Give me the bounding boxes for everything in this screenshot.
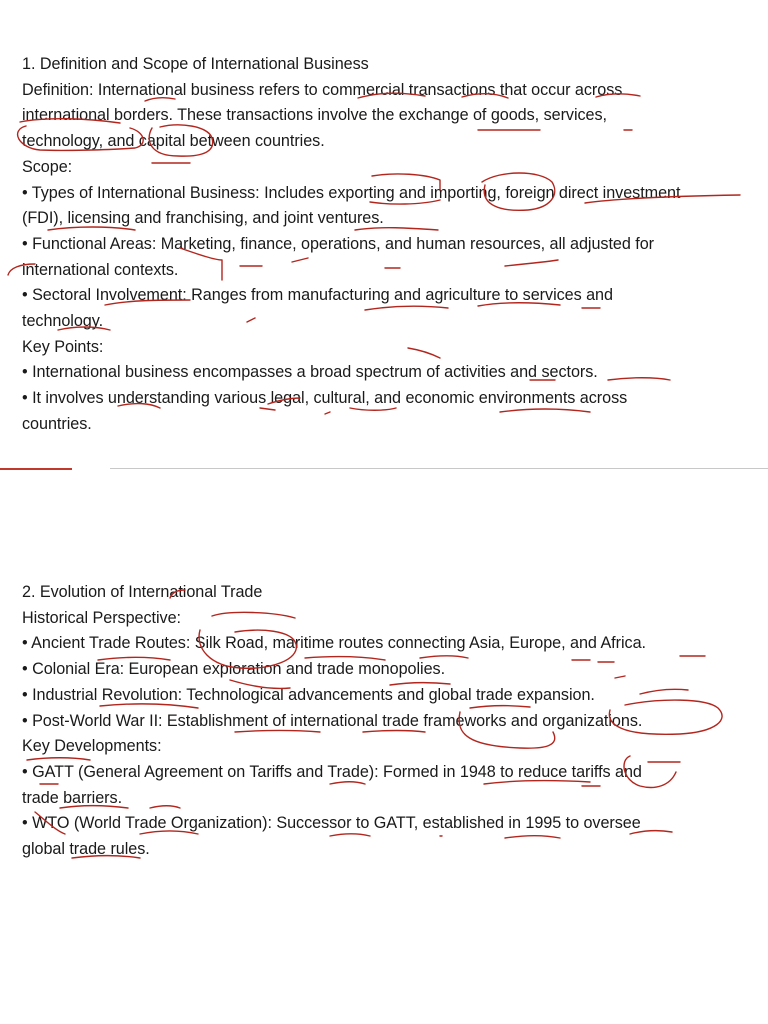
subheading: Historical Perspective:: [22, 608, 181, 627]
subheading: Key Developments:: [22, 737, 162, 756]
bullet-line: • Sectoral Involvement: Ranges from manufacturing and agriculture to services and: [22, 286, 613, 305]
text-line: international borders. These transactions involve the exchange of goods, services,: [22, 106, 607, 125]
text-line: Definition: International business refers to commercial transactions that occur across: [22, 80, 623, 99]
bullet-line: • Post-World War II: Establishment of international trade frameworks and organizations.: [22, 711, 643, 730]
text-line: technology.: [22, 312, 104, 331]
section-evolution-trade: [22, 580, 768, 863]
text-line: global trade rules.: [22, 840, 150, 859]
section-heading: 2. Evolution of International Trade: [22, 583, 263, 601]
text-line: countries.: [22, 414, 92, 433]
bullet-line: • Colonial Era: European exploration and trade monopolies.: [22, 660, 446, 679]
bullet-line: • Functional Areas: Marketing, finance, operations, and human resources, all adjusted for: [22, 234, 654, 253]
bullet-line: • It involves understanding various legal, cultural, and economic environments across: [22, 389, 628, 408]
text-line: trade barriers.: [22, 788, 123, 807]
bullet-line: • WTO (World Trade Organization): Successor to GATT, established in 1995 to oversee: [22, 814, 641, 833]
red-divider-mark: [0, 468, 72, 470]
section-definition-scope: [22, 52, 768, 438]
bullet-line: • Industrial Revolution: Technological advancements and global trade expansion.: [22, 685, 595, 704]
bullet-line: • Ancient Trade Routes: Silk Road, maritime routes connecting Asia, Europe, and Africa.: [22, 634, 646, 653]
bullet-line: • Types of International Business: Includes exporting and importing, foreign direct investment: [22, 183, 681, 202]
subheading: Scope:: [22, 157, 73, 176]
text-line: (FDI), licensing and franchising, and joint ventures.: [22, 209, 384, 228]
text-line: technology, and capital between countries.: [22, 132, 325, 151]
subheading: Key Points:: [22, 337, 104, 356]
bullet-line: • GATT (General Agreement on Tariffs and Trade): Formed in 1948 to reduce tariffs and: [22, 762, 642, 781]
bullet-line: • International business encompasses a broad spectrum of activities and sectors.: [22, 363, 598, 382]
section-heading: 1. Definition and Scope of International Business: [22, 55, 369, 73]
page-divider: [110, 468, 768, 469]
text-line: international contexts.: [22, 260, 179, 279]
